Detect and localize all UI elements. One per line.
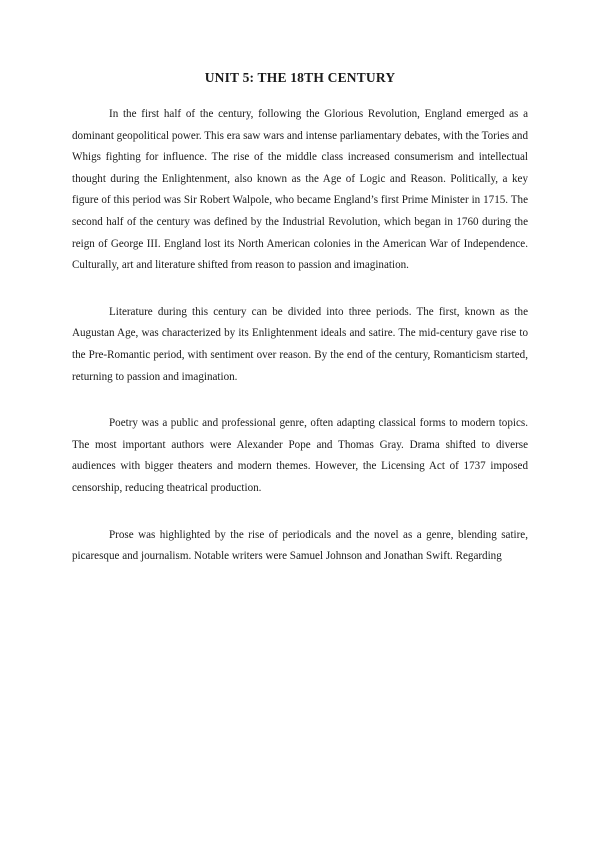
paragraph-poetry-drama: Poetry was a public and professional genre, often adapting classical forms to modern topics. The most important authors were Alexander Pope and Thomas Gray. Drama shifted to diverse audiences with bigger theaters and modern themes. However, the Licensing Act of 1737 imposed censorship, reducing theatrical production. [72, 417, 528, 494]
paragraph-prose: Prose was highlighted by the rise of periodicals and the novel as a genre, blending satire, picaresque and journalism. Notable writers were Samuel Johnson and Jonathan Swift. Regarding [72, 528, 528, 563]
page-title: UNIT 5: THE 18TH CENTURY [204, 70, 396, 85]
paragraph-historical-context: In the first half of the century, following the Glorious Revolution, England emerged as a dominant geopolitical power. This era saw wars and intense parliamentary debates, with the Tories and Whigs fighting for influence. The rise of the middle class increased consumerism and intellectual thought during the Enlightenment, also known as the Age of Logic and Reason. Politically, a key figure of this period was Sir Robert Walpole, who became England’s first Prime Minister in 1715. The second half of the century was defined by the Industrial Revolution, which began in 1760 during the reign of George III. England lost its North American colonies in the American War of Independence. Culturally, art and literature shifted from reason to passion and imagination. [72, 108, 528, 272]
document-body [72, 104, 528, 593]
paragraph-literary-periods: Literature during this century can be divided into three periods. The first, known as the Augustan Age, was characterized by its Enlightenment ideals and satire. The mid-century gave rise to the Pre-Romantic period, with sentiment over reason. By the end of the century, Romanticism started, returning to passion and imagination. [72, 305, 528, 383]
